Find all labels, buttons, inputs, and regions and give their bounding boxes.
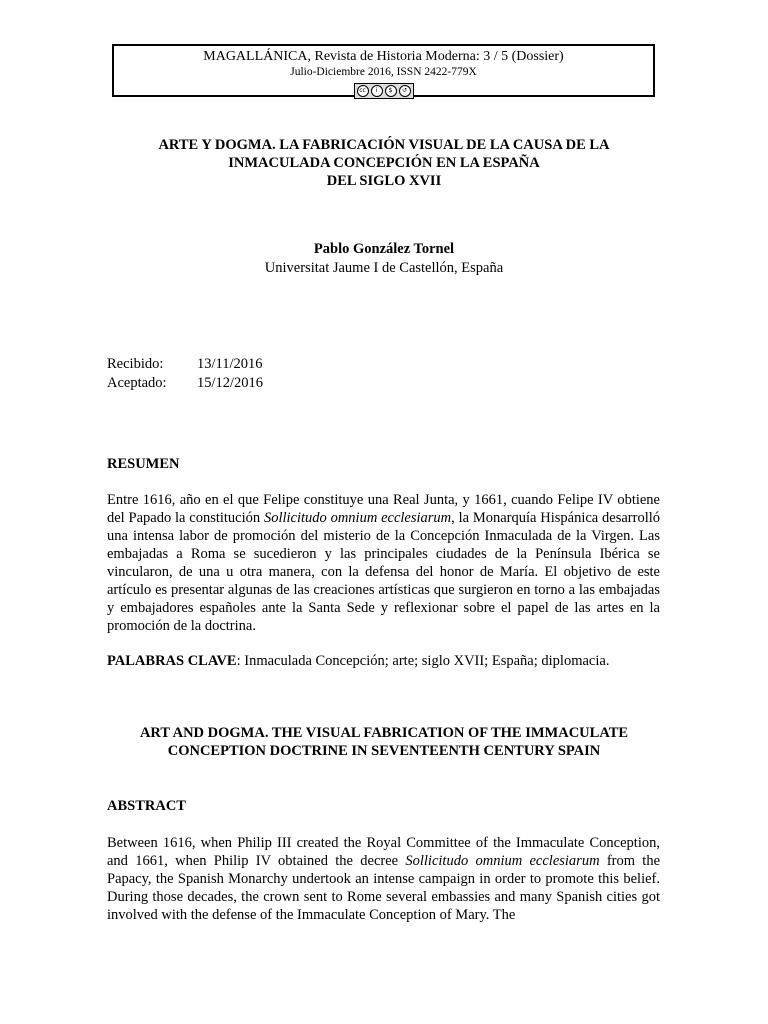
received-label: Recibido: bbox=[107, 356, 164, 372]
english-title-line: CONCEPTION DOCTRINE IN SEVENTEENTH CENTURY SPAIN bbox=[167, 743, 601, 759]
cc-circle-icon: cc bbox=[357, 85, 369, 97]
abstract-paragraph bbox=[107, 834, 660, 924]
resumen-text-1: Entre 1616, año en el que Felipe constituye una Real Junta, y 1661, cuando Felipe IV obtiene del Papado la constitución bbox=[107, 492, 660, 526]
keywords-label: PALABRAS CLAVE bbox=[107, 653, 237, 669]
resumen-paragraph bbox=[107, 491, 660, 635]
author-name: Pablo González Tornel bbox=[313, 241, 455, 257]
journal-name: MAGALLÁNICA, Revista de Historia Moderna: 3 / 5 (Dossier) bbox=[203, 49, 564, 64]
keywords-text: : Inmaculada Concepción; arte; siglo XVII; España; diplomacia. bbox=[236, 653, 610, 669]
journal-issue: Julio-Diciembre 2016, ISSN 2422-779X bbox=[290, 66, 477, 78]
abstract-heading: ABSTRACT bbox=[107, 798, 186, 814]
resumen-text-2: , la Monarquía Hispánica desarrolló una intensa labor de promoción del misterio de la Concepción Inmaculada de la Virgen. Las embajadas a Roma se sucedieron y las principales ciudades de la Península Ibérica se vincularon, de una u otra manera, con la defensa del honor de María. El objetivo de este artículo es presentar algunas de las creaciones artísticas que surgieron en torno a las embajadas y embajadores españoles ante la Santa Sede y reflexionar sobre el papel de las artes en la promoción de la doctrina. bbox=[107, 510, 660, 634]
journal-header-box bbox=[112, 44, 655, 97]
abstract-text-1: Between 1616, when Philip III created the Royal Committee of the Immaculate Conception, and 1661, when Philip IV obtained the decree bbox=[107, 835, 660, 869]
received-row bbox=[107, 355, 263, 374]
accepted-row bbox=[107, 374, 263, 393]
keywords-line bbox=[107, 652, 660, 670]
title-line: ARTE Y DOGMA. LA FABRICACIÓN VISUAL DE LA CAUSA DE LA bbox=[158, 137, 610, 153]
article-title bbox=[100, 136, 668, 190]
cc-license-icon bbox=[354, 83, 414, 99]
resumen-italic: Sollicitudo omnium ecclesiarum bbox=[263, 510, 452, 526]
author-affiliation: Universitat Jaume I de Castellón, España bbox=[264, 260, 504, 276]
abstract-text-2: from the Papacy, the Spanish Monarchy undertook an intense campaign in order to promote this belief. During those decades, the crown sent to Rome several embassies and many Spanish cities got involved with the defense of the Immaculate Conception of Mary. The bbox=[107, 853, 661, 923]
author-block bbox=[0, 240, 768, 278]
accepted-label: Aceptado: bbox=[107, 375, 167, 391]
dates-block bbox=[107, 355, 263, 393]
cc-sa-icon: ↺ bbox=[399, 85, 411, 97]
received-date: 13/11/2016 bbox=[197, 356, 263, 372]
english-title-line: ART AND DOGMA. THE VISUAL FABRICATION OF THE IMMACULATE bbox=[139, 725, 629, 741]
english-title bbox=[100, 724, 668, 760]
cc-nc-icon: $ bbox=[385, 85, 397, 97]
abstract-italic: Sollicitudo omnium ecclesiarum bbox=[405, 853, 600, 869]
title-line: DEL SIGLO XVII bbox=[326, 173, 442, 189]
accepted-date: 15/12/2016 bbox=[197, 375, 264, 391]
title-line: INMACULADA CONCEPCIÓN EN LA ESPAÑA bbox=[228, 155, 540, 171]
cc-by-icon: i bbox=[371, 85, 383, 97]
resumen-heading: RESUMEN bbox=[107, 456, 180, 472]
